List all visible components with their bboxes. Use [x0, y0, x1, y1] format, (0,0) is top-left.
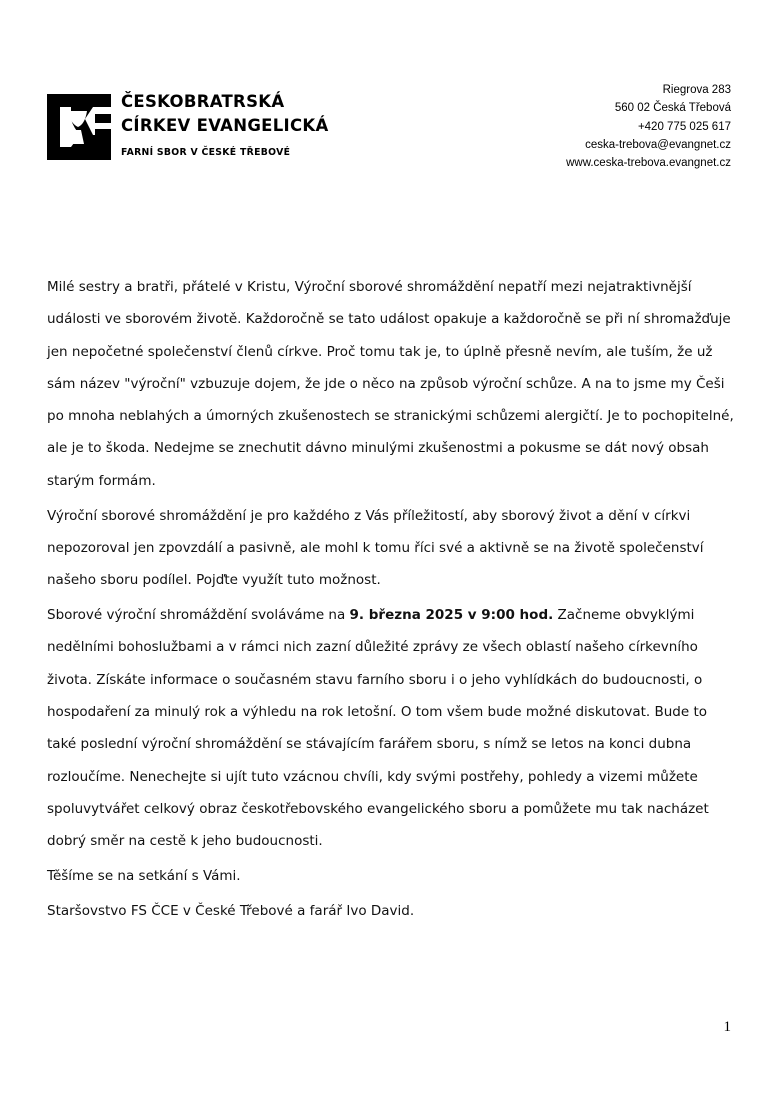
- paragraph-signature: Staršovstvo FS ČCE v České Třebové a farář Ivo David.: [47, 903, 415, 920]
- organization-block: [121, 90, 329, 158]
- contact-email[interactable]: ceska-trebova@evangnet.cz: [585, 138, 731, 151]
- paragraph-invitation: [47, 599, 737, 857]
- invitation-text-rest: Začneme obvyklými nedělními bohoslužbami a v rámci nich zazní důležité zprávy ze všech oblastí našeho církevního života. Získáte informace o současném stavu farního sboru i o jeho vyhlídkách do budoucnosti, o hospodaření za minulý rok a výhledu na rok letošní. O tom všem bude možné diskutovat. Bude to také poslední výroční shromáždění se stávajícím farářem sboru, s nímž se letos na konci dubna rozloučíme. Nenechejte si ujít tuto vzácnou chvíli, kdy svými postřehy, pohledy a vizemi můžete spoluvytvářet celkový obraz českotřebovského evangelického sboru a pomůžete mu tak nacházet dobrý směr na cestě k jeho budoucnosti.: [47, 607, 709, 850]
- org-subtitle: FARNÍ SBOR V ČESKÉ TŘEBOVÉ: [121, 147, 291, 158]
- contact-block: [566, 81, 731, 172]
- paragraph-opportunity: Výroční sborové shromáždění je pro každého z Vás příležitostí, aby sborový život a dění v církvi nepozoroval jen zpovzdálí a pasivně, ale mohl k tomu říci své a aktivně se na životě společenství našeho sboru podílel. Pojďte využít tuto možnost.: [47, 507, 704, 589]
- church-logo-icon: [47, 94, 111, 160]
- letterhead: [0, 0, 778, 200]
- paragraph-intro: Milé sestry a bratři, přátelé v Kristu, Výroční sborové shromáždění nepatří mezi nejatraktivnější události ve sborovém životě. Každoročně se tato událost opakuje a každoročně se při ní shromažďuje jen nepočetné společenství členů církve. Proč tomu tak je, to úplně přesně nevím, ale tuším, že už sám název "výroční" vzbuzuje dojem, že jde o něco na způsob výroční schůze. A na to jsme my Češi po mnoha neblahých a úmorných zkušenostech se stranickými schůzemi alergičtí. Je to pochopitelné, ale je to škoda. Nedejme se znechutit dávno minulými zkušenostmi a pokusme se dát nový obsah starým formám.: [47, 279, 734, 489]
- contact-phone: +420 775 025 617: [637, 120, 731, 133]
- meeting-date: 9. března 2025 v 9:00 hod.: [349, 607, 554, 624]
- contact-website[interactable]: www.ceska-trebova.evangnet.cz: [566, 157, 731, 170]
- letter-body: [47, 271, 737, 930]
- contact-city: 560 02 Česká Třebová: [614, 102, 731, 115]
- org-name-line1: ČESKOBRATRSKÁ: [121, 92, 285, 111]
- paragraph-closing: Těšíme se na setkání s Vámi.: [47, 868, 241, 885]
- page-number: 1: [723, 1019, 731, 1035]
- org-name-line2: CÍRKEV EVANGELICKÁ: [121, 116, 329, 135]
- contact-street: Riegrova 283: [662, 84, 731, 96]
- invitation-text-start: Sborové výroční shromáždění svoláváme na: [47, 607, 350, 624]
